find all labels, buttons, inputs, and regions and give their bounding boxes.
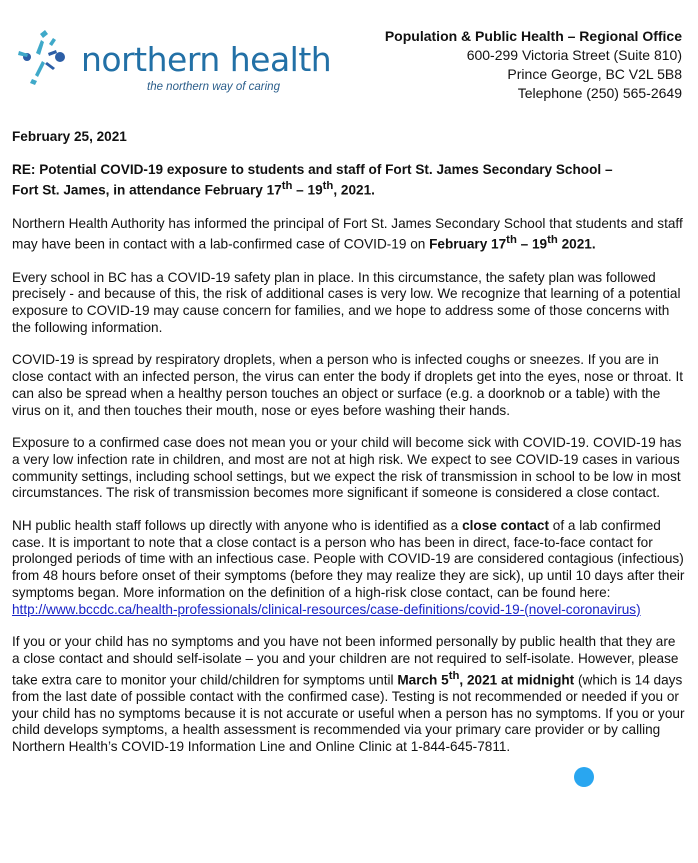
paragraph-transmission: COVID-19 is spread by respiratory droplets, when a person who is infected coughs or sneezes. If you are in close contact with an infected person, the virus can enter the body if droplets get into the eyes, nose or throat. It can also be spread when a healthy person touches an object or surface (e.g. a doorknob or a table) with the virus on it, and then touches their mouth, nose or eyes before washing their hands. xyxy=(12,352,684,418)
logo-wordmark: northern health xyxy=(81,40,332,79)
intro-text: Northern Health Authority has informed the principal of Fort St. James Secondary School that students and staff may have been in contact with a lab-confirmed case of COVID-19 on xyxy=(12,215,683,252)
subject-line-2b: – 19 xyxy=(292,182,323,198)
office-name: Population & Public Health – Regional Office xyxy=(384,28,682,44)
subject-line-2a: Fort St. James, in attendance February 17 xyxy=(12,182,282,198)
paragraph-intro xyxy=(12,216,686,254)
office-address-line-1: 600-299 Victoria Street (Suite 810) xyxy=(466,47,682,63)
letter-date: February 25, 2021 xyxy=(12,129,127,144)
subject-sup-1: th xyxy=(281,180,293,193)
subject-line-1: RE: Potential COVID-19 exposure to students and staff of Fort St. James Secondary School – xyxy=(12,161,613,177)
monitor-until-sup: th xyxy=(448,669,460,682)
close-contact-term: close contact xyxy=(462,518,549,534)
logo-tagline: the northern way of caring xyxy=(147,81,280,93)
close-contact-text-a: NH public health staff follows up directly with anyone who is identified as a xyxy=(12,518,463,534)
paragraph-safety-plan: Every school in BC has a COVID-19 safety plan in place. In this circumstance, the safety plan was followed precisely - and because of this, the risk of additional cases is very low. We recognize that learning of a potential exposure to COVID-19 may cause concern for families, and we hope to address some of those concerns with the following information. xyxy=(12,269,681,335)
paragraph-no-symptoms xyxy=(12,634,686,755)
subject-line-2c: , 2021. xyxy=(333,182,375,198)
monitor-until-date: March 5 xyxy=(397,672,449,688)
no-symptoms-text-b: (which is 14 days from the last date of possible contact with the confirmed case). Testing is not recommended or needed if you or your child has no symptoms because it is not accurate or useful when a person has no symptoms. If you or your child develops symptoms, a health assessment is recommended via your primary care provider or by calling Northern Health’s COVID-19 Information Line and Online Clinic at 1-844-645-7811. xyxy=(12,672,685,754)
intro-date-range: – 19 xyxy=(516,236,548,252)
close-contact-text-b: of a lab confirmed case. It is important to note that a close contact is a person who has been in direct, face-to-face contact for prolonged periods of time with an infectious case. People with COVID-19 are considered contagious (infectious) from 48 hours before onset of their symptoms (before they may realize they are sick), up until 10 days after their symptoms began. More information on the definition of a high-risk close contact, can be found here: xyxy=(12,518,685,600)
intro-date-sup-1: th xyxy=(506,234,517,247)
touch-indicator-dot xyxy=(574,767,594,787)
letter-body xyxy=(12,129,686,772)
office-telephone: Telephone (250) 565-2649 xyxy=(517,85,682,101)
office-address-line-2: Prince George, BC V2L 5B8 xyxy=(507,66,682,82)
northern-health-logo-icon xyxy=(14,26,76,88)
bccdc-definition-link[interactable]: http://www.bccdc.ca/health-professionals/clinical-resources/case-definitions/covid-19-(novel-coronavirus) xyxy=(12,601,641,617)
northern-health-logo xyxy=(14,26,332,98)
letter-subject xyxy=(12,162,686,200)
paragraph-exposure-risk: Exposure to a confirmed case does not mean you or your child will become sick with COVID-19. COVID-19 has a very low infection rate in children, and most are not at high risk. We expect to see COVID-19 cases in various community settings, including school settings, but we expect the risk of transmission in school to be low in most circumstances. The risk of transmission becomes more significant if someone is considered a close contact. xyxy=(12,435,682,501)
paragraph-close-contact xyxy=(12,518,686,618)
no-symptoms-text-a: If you or your child has no symptoms and you have not been informed personally by public health that they are a close contact and should self-isolate – you and your children are not required to self-isolate. However, please take extra care to monitor your child/children for symptoms until xyxy=(12,634,679,688)
subject-sup-2: th xyxy=(322,180,334,193)
intro-date-year: 2021. xyxy=(557,236,596,252)
office-address-block xyxy=(385,27,682,103)
intro-date-start: February 17 xyxy=(429,236,507,252)
intro-date-sup-2: th xyxy=(547,234,558,247)
monitor-until-time: , 2021 at midnight xyxy=(459,672,575,688)
